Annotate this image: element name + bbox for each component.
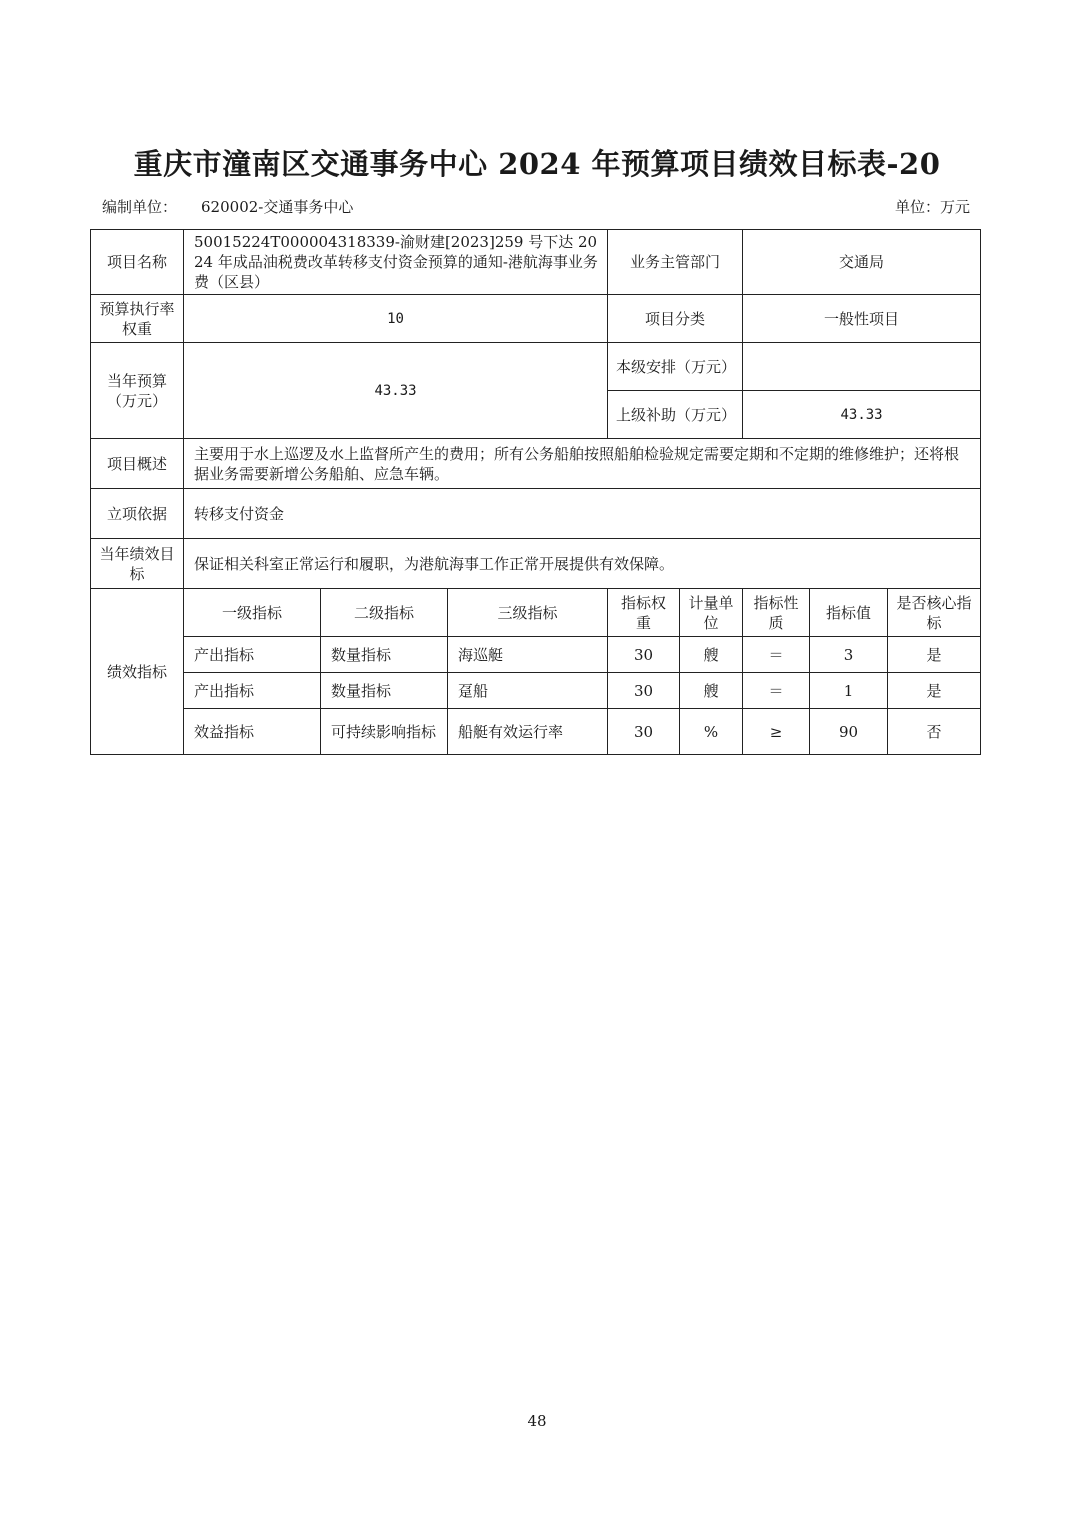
project-name-label: 项目名称: [91, 230, 184, 295]
local-label: 本级安排（万元）: [608, 343, 743, 391]
perf-nature: ＝: [743, 637, 810, 673]
budget-value: 43.33: [184, 343, 608, 439]
perf-header-nature: 指标性质: [743, 589, 810, 637]
perf-level1: 产出指标: [184, 637, 321, 673]
goal-value: 保证相关科室正常运行和履职，为港航海事工作正常开展提供有效保障。: [184, 539, 981, 589]
perf-weight: 30: [608, 709, 680, 755]
upper-value: 43.33: [743, 391, 981, 439]
perf-header-level2: 二级指标: [321, 589, 448, 637]
goal-label: 当年绩效目标: [91, 539, 184, 589]
table-row: [91, 637, 981, 673]
org-label: 编制单位：: [102, 198, 178, 216]
category-value: 一般性项目: [743, 295, 981, 343]
perf-level3: 船艇有效运行率: [448, 709, 608, 755]
perf-header-unit: 计量单位: [680, 589, 743, 637]
perf-header-value: 指标值: [810, 589, 888, 637]
table-row: [91, 709, 981, 755]
basis-value: 转移支付资金: [184, 489, 981, 539]
category-label: 项目分类: [608, 295, 743, 343]
org-info: [102, 196, 353, 217]
perf-level2: 数量指标: [321, 637, 448, 673]
page-title: 重庆市潼南区交通事务中心 2024 年预算项目绩效目标表-20: [133, 147, 941, 181]
perf-unit: 艘: [680, 673, 743, 709]
perf-core: 是: [888, 637, 981, 673]
unit-label: 单位：万元: [894, 198, 970, 216]
perf-level2: 可持续影响指标: [321, 709, 448, 755]
perf-nature: ＝: [743, 673, 810, 709]
perf-label: 绩效指标: [91, 589, 184, 755]
perf-nature: ≥: [743, 709, 810, 755]
overview-label: 项目概述: [91, 439, 184, 489]
dept-label: 业务主管部门: [608, 230, 743, 295]
project-name-value: 50015224T000004318339-渝财建[2023]259 号下达 2024 年成品油税费改革转移支付资金预算的通知-港航海事业务费（区县）: [184, 230, 608, 295]
perf-weight: 30: [608, 673, 680, 709]
org-value: 620002-交通事务中心: [201, 198, 354, 216]
exec-weight-value: 10: [184, 295, 608, 343]
overview-value: 主要用于水上巡逻及水上监督所产生的费用；所有公务船舶按照船舶检验规定需要定期和不定期的维修维护；还将根据业务需要新增公务船舶、应急车辆。: [184, 439, 981, 489]
perf-value: 3: [810, 637, 888, 673]
perf-value: 90: [810, 709, 888, 755]
perf-core: 是: [888, 673, 981, 709]
exec-weight-label: 预算执行率权重: [91, 295, 184, 343]
budget-label: 当年预算（万元）: [91, 343, 184, 439]
upper-label: 上级补助（万元）: [608, 391, 743, 439]
local-value: [743, 343, 981, 391]
perf-header-core: 是否核心指标: [888, 589, 981, 637]
perf-core: 否: [888, 709, 981, 755]
perf-level1: 效益指标: [184, 709, 321, 755]
perf-weight: 30: [608, 637, 680, 673]
basis-label: 立项依据: [91, 489, 184, 539]
perf-level3: 海巡艇: [448, 637, 608, 673]
perf-header-level1: 一级指标: [184, 589, 321, 637]
perf-level3: 趸船: [448, 673, 608, 709]
perf-unit: %: [680, 709, 743, 755]
table-row: [91, 673, 981, 709]
perf-unit: 艘: [680, 637, 743, 673]
perf-level1: 产出指标: [184, 673, 321, 709]
perf-level2: 数量指标: [321, 673, 448, 709]
perf-header-level3: 三级指标: [448, 589, 608, 637]
page-number: 48: [527, 1412, 547, 1430]
dept-value: 交通局: [743, 230, 981, 295]
perf-header-weight: 指标权重: [608, 589, 680, 637]
perf-value: 1: [810, 673, 888, 709]
performance-target-table: [90, 229, 981, 755]
